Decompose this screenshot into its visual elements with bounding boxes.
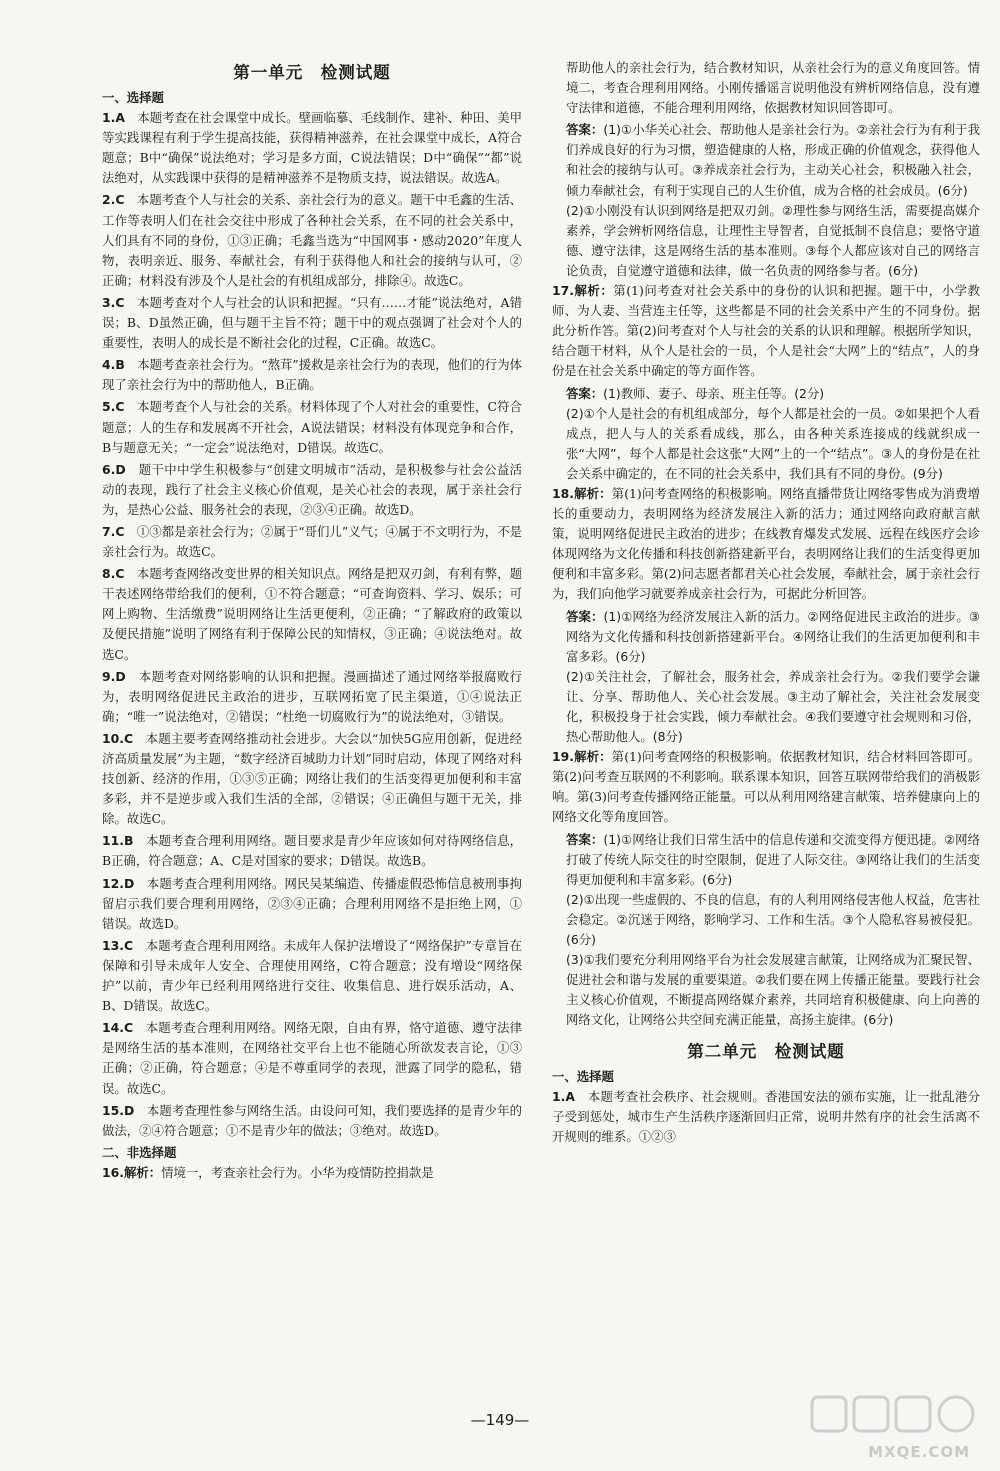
answer-text: (1)①小华关心社会、帮助他人是亲社会行为。②亲社会行为有利于我们养成良好的行为习惯，塑造健康的人格，形成正确的价值观念，获得他人和社会的接纳与认可。③养成亲社会行为，主动关心社会，积极融入社会，倾力奉献社会，有利于实现自己的人生价值，成为合格的社会成员。(6分) <box>566 122 980 198</box>
question-number: 10. <box>102 730 124 746</box>
question-text: 本题考查亲社会行为。“熬茸”援救是亲社会行为的表现，他们的行为体现了亲社会行为中的帮助他人，B正确。 <box>102 357 523 393</box>
question-item <box>102 522 522 562</box>
question-text: 本题主要考查网络推动社会进步。大会以“加快5G应用创新，促进经济高质量发展”为主题，“数字经济百城助力计划”同时启动，体现了网络对科技创新、经济的作用，①③⑤正确；网络让我们的生活变得更加便利和丰富多彩，并不是逆步或入我们生活的全部，②错误；④正确但与题干无关，排除。故选C。 <box>102 730 522 827</box>
question-number: 1. <box>552 1088 566 1104</box>
answer-block <box>566 830 980 890</box>
answer-text: (2)①出现一些虚假的、不良的信息，有的人利用网络侵害他人权益，危害社会稳定。②沉迷于网络，影响学习、工作和生活。③个人隐私容易被侵犯。(6分) <box>566 891 980 948</box>
question-text: 本题考查对个人与社会的认识和把握。“只有……才能”说法绝对，A错误；B、D虽然正确，但与题干主旨不符；题干中的观点强调了社会对个人的重要性，表明人的成长是不断社会化的过程，C正确。故选C。 <box>102 294 522 351</box>
answer-block <box>566 607 980 667</box>
unit-title: 第二单元 检测试题 <box>687 1041 845 1061</box>
question-number: 13. <box>102 937 124 953</box>
section-heading: 一、选择题 <box>102 90 164 105</box>
answer-letter: C <box>115 294 125 310</box>
question-text: 本题考查个人与社会的关系。材料体现了个人对社会的重要性，C符合题意；人的生存和发展离不开社会，A说法错误；材料没有体现竞争和合作，B与题意无关；“一定会”说法绝对，D错误。故选C。 <box>102 399 522 455</box>
question-continuation: 帮助他人的亲社会行为，结合教材知识，从亲社会行为的意义角度回答。情境二，考查合理利用网络。小刚传播谣言说明他没有辨析网络信息，没有遵守法律和道德，不能合理利用网络，依据教材知识回答即可。 <box>566 60 980 116</box>
answer-letter: D <box>115 668 126 684</box>
question-item <box>102 936 522 1016</box>
question-text: 第(1)问考查网络的积极影响。依据教材知识，结合材料回答即可。第(2)问考查互联网的不利影响。联系课本知识，回答互联网带给我们的消极影响。第(3)问考查传播网络正能量。可以从利用网络建言献策、培养健康向上的网络文化等角度回答。 <box>552 749 980 825</box>
question-number: 4. <box>102 357 116 373</box>
answer-label: 答案： <box>566 385 604 401</box>
answer-text: (1)①网络为经济发展注入新的活力。②网络促进民主政治的进步。③网络为文化传播和科技创新搭建新平台。④网络让我们的生活更加便利和丰富多彩。(6分) <box>566 608 981 664</box>
question-text: 本题考查网络改变世界的相关知识点。网络是把双刃剑，有利有弊，题干表述网络带给我们的便利，①不符合题意；“可查询资料、学习、娱乐；可网上购物、生活缴费”说明网络让生活更便利，②正确；“了解政府的政策以及便民措施”说明了网络有利于保障公民的知情权，③正确；④说法绝对。故选C。 <box>102 566 523 662</box>
question-list <box>102 108 522 1141</box>
analysis-label: 解析： <box>573 283 614 299</box>
question-text: 本题考查合理利用网络。网络无限，自由有界，恪守道德、遵守法律是网络生活的基本准则，在网络社交平台上也不能随心所欲发表言论，①③正确；②正确，符合题意；④是不尊重同学的表现，泄露了同学的隐私，错误。故选C。 <box>102 1020 522 1096</box>
question-item <box>102 355 522 395</box>
question-number: 14. <box>102 1020 124 1036</box>
answer-letter: A <box>565 1088 575 1104</box>
question-text: 本题考查合理利用网络。网民吴某编造、传播虚假恐怖信息被刑事拘留启示我们要合理利用网络，②③④正确；合理利用网络不是拒绝上网，①错误。故选D。 <box>102 875 523 931</box>
question-item <box>102 874 522 934</box>
answer-text: (1)①网络让我们日常生活中的信息传递和交流变得方便迅捷。②网络打破了传统人际交往的时空限制，促进了人际交往。③网络让我们的生活变得更加便利和丰富多彩。(6分) <box>566 831 980 887</box>
question-item <box>102 831 522 871</box>
question-number: 17. <box>552 283 574 299</box>
answer-label: 答案： <box>566 608 604 624</box>
answer-text: (2)①小刚没有认识到网络是把双刃剑。②理性参与网络生活，需要提高媒介素养，学会辨析网络信息，让理性主导智者，自觉抵制不良信息；要恪守道德、遵守法律，这是网络生活的基本准则。③每个人都应该对自己的网络言论负责，自觉遵守道德和法律，做一名负责的网络参与者。(6分) <box>566 202 980 278</box>
question-item <box>102 190 522 290</box>
question-item <box>102 397 522 457</box>
analysis-label: 解析： <box>123 1164 162 1180</box>
answer-text: (3)①我们要充分利用网络平台为社会发展建言献策，让网络成为汇聚民智、促进社会和谐与发展的重要渠道。②我们要在网上传播正能量。要践行社会主义核心价值观，不断提高网络媒介素养，共同培育积极健康、向上向善的网络文化，让网络公共空间充满正能量，高扬主旋律。(6分) <box>566 952 980 1028</box>
question-item <box>102 667 522 727</box>
question-number: 8. <box>102 566 116 582</box>
question-item <box>102 564 522 664</box>
analysis-label: 解析： <box>573 749 612 765</box>
page-number: —149— <box>470 1411 530 1429</box>
question-text: 第(1)问考查网络的积极影响。网络直播带货让网络零售成为消费增长的重要动力，表明网络为经济发展注入新的活力；通过网络向政府献言献策，说明网络促进民主政治的进步；在线教育爆发式发展、远程在线医疗会诊体现网络为文化传播和科技创新搭建新平台，表明网络让我们的生活变得更加便利和丰富多彩。第(2)问志愿者都君关心社会发展，奉献社会，属于亲社会行为，我们向他学习就要养成亲社会行为，可据此分析回答。 <box>552 485 980 602</box>
watermark-text: MXQE.COM <box>868 1443 970 1461</box>
question-number: 19. <box>552 749 574 765</box>
answer-letter: B <box>115 357 125 373</box>
question-number: 2. <box>102 192 116 208</box>
answer-letter: C <box>123 1020 134 1036</box>
left-column <box>102 58 522 1185</box>
question-text: 本题考查在社会课堂中成长。壁画临摹、毛线制作、建补、种田、美甲等实践课程有利于学生提高技能，获得精神滋养，在社会课堂中成长，A符合题意；B中“确保”说法绝对；学习是多方面，C说法错误；D中“确保”“都”说法绝对，从实践课中获得的是精神滋养不是物质支持，说法错误。故选A。 <box>102 110 523 186</box>
question-number: 15. <box>102 1102 124 1118</box>
question-item <box>102 1101 522 1141</box>
answer-letter: D <box>115 461 126 477</box>
question-number: 9. <box>102 668 116 684</box>
answer-text: (2)①关注社会，了解社会，服务社会，养成亲社会行为。②我们要学会谦让、分享、帮助他人、关心社会发展。③主动了解社会，关注社会发展变化，积极投身于社会实践，倾力奉献社会。④我们要遵守社会规则和习俗，热心帮助他人。(8分) <box>566 668 980 745</box>
answer-letter: D <box>123 875 135 891</box>
answer-letter: C <box>123 730 134 746</box>
question-item <box>552 484 980 605</box>
answer-letter: C <box>115 399 125 415</box>
answer-letter: C <box>115 192 125 208</box>
answer-block <box>566 120 980 200</box>
answer-letter: B <box>123 833 134 849</box>
answer-label: 答案： <box>566 831 604 847</box>
question-number: 11. <box>102 833 124 849</box>
question-item <box>102 1163 522 1183</box>
question-item <box>102 293 522 353</box>
question-item <box>102 108 522 188</box>
answer-letter: C <box>115 523 125 539</box>
question-text: 本题考查理性参与网络生活。由设问可知，我们要选择的是青少年的做法，②④符合题意；①不是青少年的做法；③绝对。故选D。 <box>102 1102 523 1138</box>
question-text: 本题考查合理利用网络。题目要求是青少年应该如何对待网络信息，B正确，符合题意；A、C是对国家的要求；D错误。故选B。 <box>102 833 523 869</box>
unit-title: 第一单元 检测试题 <box>233 63 391 82</box>
question-text: 本题考查合理利用网络。未成年人保护法增设了“网络保护”专章旨在保障和引导未成年人安全、合理使用网络，C符合题意；没有增设“网络保护”以前，青少年已经利用网络进行交往、收集信息、进行娱乐活动，A、B、D错误。故选C。 <box>102 937 523 1014</box>
answer-text: (2)①个人是社会的有机组成部分，每个人都是社会的一员。②如果把个人看成点，把人与人的关系看成线，那么，由各种关系连接成的线就织成一张“大网”，每个人都是社会这张“大网”上的一个“结点”。③人的身份是在社会关系中确定的，在不同的社会关系中，我们具有不同的身份。(9分) <box>566 405 980 481</box>
section-heading: 二、非选择题 <box>102 1144 177 1160</box>
question-text: 题干中中学生积极参与“创建文明城市”活动，是积极参与社会公益活动的表现，践行了社会主义核心价值观，是关心社会的表现，属于亲社会行为，是热心公益、服务社会的表现，②③④正确。故选D。 <box>102 461 522 517</box>
question-item <box>102 460 522 520</box>
question-item <box>552 281 980 381</box>
question-number: 18. <box>552 485 574 501</box>
question-number: 6. <box>102 461 116 477</box>
question-text: 本题考查对网络影响的认识和把握。漫画描述了通过网络举报腐败行为，表明网络促进民主政治的进步，互联网拓宽了民主渠道，①④说法正确；“唯一”说法绝对，②错误；“杜绝一切腐败行为”的说法绝对，③错误。 <box>102 668 523 724</box>
question-text: ①③都是亲社会行为；②属于“哥们儿”义气；④属于不文明行为，不是亲社会行为。故选C。 <box>102 523 523 560</box>
answer-label: 答案： <box>566 122 604 138</box>
analysis-label: 解析： <box>573 485 612 501</box>
question-number: 16. <box>102 1164 124 1180</box>
question-item <box>102 1018 522 1098</box>
answer-text: (1)教师、妻子、母亲、班主任等。(2分) <box>603 385 825 401</box>
answer-letter: A <box>115 110 125 126</box>
answer-letter: C <box>115 566 125 582</box>
question-number: 7. <box>102 523 116 539</box>
question-text: 本题考查个人与社会的关系、亲社会行为的意义。题干中毛鑫的生活、工作等表明人们在社会交往中形成了各种社会关系，在不同的社会关系中，人们具有不同的身份，①③正确；毛鑫当选为“中国网事・感动2020”年度人物，表明亲近、服务、奉献社会，有利于获得他人和社会的接纳与认可，②正确；材料没有涉及个人是社会的有机组成部分，排除④。故选C。 <box>102 192 523 288</box>
right-column <box>552 58 980 1149</box>
answer-block <box>566 384 980 404</box>
answer-letter: D <box>123 1102 135 1118</box>
section-heading: 一、选择题 <box>552 1068 614 1084</box>
question-number: 5. <box>102 399 116 415</box>
question-text: 情境一，考查亲社会行为。小华为疫情防控捐款是 <box>161 1164 434 1180</box>
question-number: 3. <box>102 294 116 310</box>
question-item <box>552 1087 980 1147</box>
question-number: 12. <box>102 875 124 891</box>
question-text: 本题考查社会秩序、社会规则。香港国安法的颁布实施，让一批乱港分子受到惩处，城市生产生活秩序逐渐回归正常，说明井然有序的社会生活离不开规则的维系。①②③ <box>552 1088 981 1144</box>
answer-letter: C <box>123 937 134 953</box>
question-text: 第(1)问考查对社会关系中的身份的认识和把握。题干中，小学教师、为人妻、当营连主任等，这些都是不同的社会关系中产生的不同身份。据此分析作答。第(2)问考查对个人与社会的关系的认识和理解。根据所学知识，结合题干材料，从个人是社会的一员，个人是社会“大网”上的“结点”，人的身份是在社会关系中确定的等方面作答。 <box>552 283 980 379</box>
question-item <box>552 747 980 827</box>
question-number: 1. <box>102 110 116 126</box>
question-item <box>102 729 522 829</box>
